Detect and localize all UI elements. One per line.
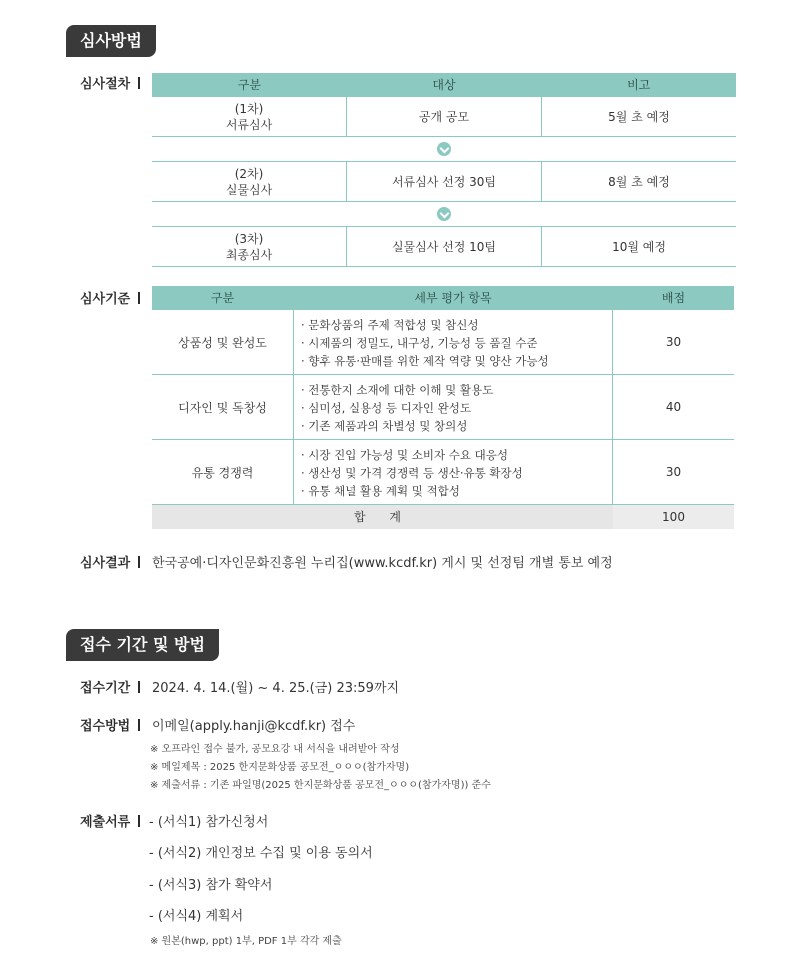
- document-item: - (서식2) 개인정보 수집 및 이용 동의서: [149, 846, 373, 861]
- stage-note: 5월 초 예정: [541, 97, 736, 136]
- criteria-score: 40: [665, 400, 682, 414]
- chevron-down-icon: [437, 207, 451, 221]
- criteria-score: 30: [665, 335, 682, 349]
- result-label: 심사결과: [80, 552, 140, 571]
- criteria-item: · 기존 제품과의 차별성 및 창의성: [301, 419, 468, 433]
- documents-label: 제출서류: [80, 811, 140, 830]
- criteria-item: · 생산성 및 가격 경쟁력 등 생산·유통 확장성: [301, 466, 523, 480]
- stage-number: (3차): [234, 231, 264, 246]
- section-badge-review: 심사방법: [66, 25, 156, 57]
- criteria-table: [152, 286, 734, 529]
- table-row: [152, 227, 736, 267]
- header-category: 구분: [237, 78, 261, 92]
- chevron-down-icon: [437, 142, 451, 156]
- stage-name: 최종심사: [225, 247, 273, 262]
- criteria-item: · 전통한지 소재에 대한 이해 및 활용도: [301, 383, 494, 397]
- header-category: 구분: [210, 291, 235, 305]
- arrow-row: [152, 202, 736, 227]
- method-note: ※ 제출서류 : 기존 파일명(2025 한지문화상품 공모전_ㅇㅇㅇ(참가자명)) 준수: [150, 780, 491, 791]
- method-note: ※ 오프라인 접수 불가, 공모요강 내 서식을 내려받아 작성: [150, 744, 400, 755]
- table-row: [152, 375, 734, 440]
- table-row: [152, 310, 734, 375]
- criteria-score: 30: [665, 465, 682, 479]
- table-row: [152, 162, 736, 202]
- header-note: 비고: [627, 78, 651, 92]
- header-items: 세부 평가 항목: [414, 291, 492, 305]
- stage-number: (2차): [234, 166, 264, 181]
- stage-target: 실물심사 선정 10팀: [346, 227, 541, 266]
- criteria-item: · 향후 유통·판매를 위한 제작 역량 및 양산 가능성: [301, 354, 549, 368]
- procedure-label: 심사절차: [80, 73, 140, 92]
- stage-number: (1차): [234, 101, 264, 116]
- criteria-category: 디자인 및 독창성: [178, 400, 267, 415]
- criteria-item: · 문화상품의 주제 적합성 및 참신성: [301, 318, 479, 332]
- documents-note: ※ 원본(hwp, ppt) 1부, PDF 1부 각각 제출: [150, 936, 342, 947]
- header-target: 대상: [432, 78, 456, 92]
- document-item: - (서식4) 계획서: [149, 909, 244, 924]
- header-score: 배점: [661, 291, 686, 305]
- total-row: [152, 505, 734, 529]
- criteria-item: · 심미성, 실용성 등 디자인 완성도: [301, 401, 472, 415]
- criteria-item: · 시장 진입 가능성 및 소비자 수요 대응성: [301, 448, 508, 462]
- period-text: 2024. 4. 14.(월) ~ 4. 25.(금) 23:59까지: [152, 681, 400, 696]
- criteria-item: · 시제품의 정밀도, 내구성, 기능성 등 품질 수준: [301, 336, 538, 350]
- document-item: - (서식3) 참가 확약서: [149, 878, 273, 893]
- criteria-category: 상품성 및 완성도: [178, 335, 267, 350]
- section-badge-application: 접수 기간 및 방법: [66, 629, 219, 661]
- total-label: 합 계: [354, 510, 411, 524]
- period-label: 접수기간: [80, 677, 140, 696]
- stage-note: 8월 초 예정: [541, 162, 736, 201]
- table-row: [152, 97, 736, 137]
- criteria-label: 심사기준: [80, 288, 140, 307]
- criteria-table-header: [152, 286, 734, 310]
- stage-target: 공개 공모: [346, 97, 541, 136]
- method-note: ※ 메일제목 : 2025 한지문화상품 공모전_ㅇㅇㅇ(참가자명): [150, 762, 410, 773]
- stage-note: 10월 예정: [541, 227, 736, 266]
- criteria-items: [293, 375, 613, 439]
- criteria-category: 유통 경쟁력: [191, 465, 254, 480]
- criteria-items: [293, 440, 613, 504]
- procedure-table: [152, 73, 736, 267]
- method-text: 이메일(apply.hanji@kcdf.kr) 접수: [152, 719, 356, 734]
- criteria-items: [293, 310, 613, 374]
- procedure-table-header: [152, 73, 736, 97]
- document-item: - (서식1) 참가신청서: [149, 815, 269, 830]
- criteria-item: · 유통 채널 활용 계획 및 적합성: [301, 484, 460, 498]
- result-text: 한국공예·디자인문화진흥원 누리집(www.kcdf.kr) 게시 및 선정팀 개별 통보 예정: [152, 556, 613, 571]
- stage-target: 서류심사 선정 30팀: [346, 162, 541, 201]
- stage-name: 실물심사: [225, 182, 273, 197]
- method-label: 접수방법: [80, 715, 140, 734]
- stage-name: 서류심사: [225, 117, 273, 132]
- table-row: [152, 440, 734, 505]
- arrow-row: [152, 137, 736, 162]
- total-score: 100: [613, 505, 734, 529]
